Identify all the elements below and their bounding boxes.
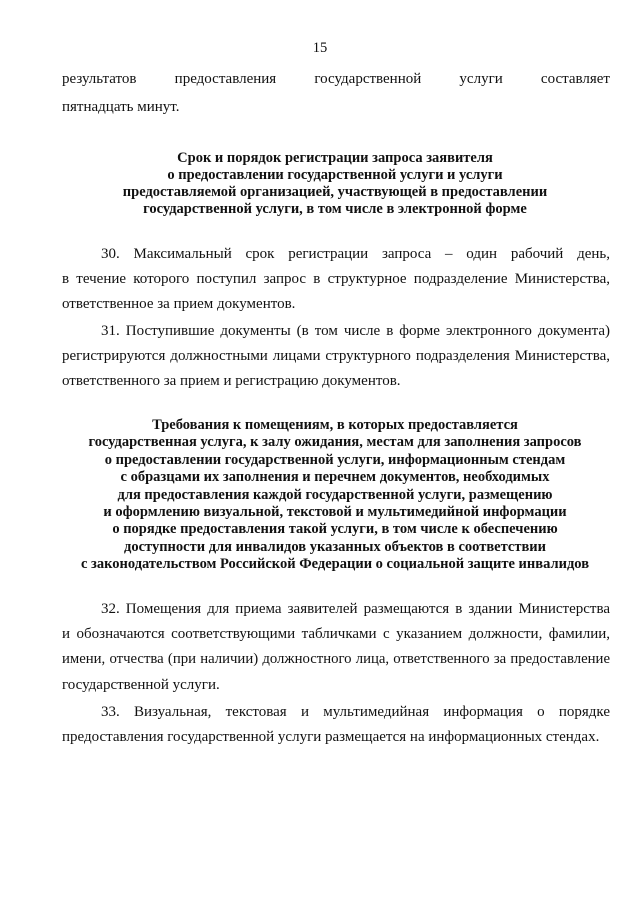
section2-heading-line-2: государственная услуга, к залу ожидания, местам для заполнения запросов — [88, 434, 582, 450]
section1-heading-line-3: предоставляемой организацией, участвующей в предоставлении — [122, 184, 548, 200]
p33-line-2: предоставления государственной услуги размещается на информационных стендах. — [62, 729, 600, 745]
section2-heading-line-4: с образцами их заполнения и перечнем документов, необходимых — [120, 469, 550, 485]
section2-heading-line-5: для предоставления каждой государственной услуги, размещению — [117, 487, 553, 503]
intro-line-2: пятнадцать минут. — [62, 99, 180, 115]
p33-line-1: 33. Визуальная, текстовая и мультимедийная информация о порядке — [101, 704, 610, 720]
p31-line-1: 31. Поступившие документы (в том числе в форме электронного документа) — [101, 323, 610, 339]
p30-line-3: ответственное за прием документов. — [62, 296, 296, 312]
p31-line-2: регистрируются должностными лицами структурного подразделения Министерства, — [62, 348, 610, 364]
page-number: 15 — [312, 40, 328, 56]
p30-line-1: 30. Максимальный срок регистрации запроса – один рабочий день, — [101, 246, 610, 262]
section2-heading-line-9: с законодательством Российской Федерации о социальной защите инвалидов — [80, 556, 590, 572]
section2-heading-line-8: доступности для инвалидов указанных объектов в соответствии — [124, 539, 546, 555]
p32-line-1: 32. Помещения для приема заявителей размещаются в здании Министерства — [101, 601, 610, 617]
section1-heading-line-4: государственной услуги, в том числе в электронной форме — [143, 201, 527, 217]
p32-line-3: имени, отчества (при наличии) должностного лица, ответственного за предоставление — [62, 651, 610, 667]
p30-line-2: в течение которого поступил запрос в структурное подразделение Министерства, — [62, 271, 610, 287]
intro-line-1: результатов предоставления государственной услуги составляет — [62, 71, 610, 87]
section2-heading-line-1: Требования к помещениям, в которых предоставляется — [152, 417, 518, 433]
p32-line-4: государственной услуги. — [62, 677, 220, 693]
section2-heading-line-7: о порядке предоставления такой услуги, в том числе к обеспечению — [112, 521, 558, 537]
section2-heading-line-3: о предоставлении государственной услуги, информационным стендам — [104, 452, 566, 468]
section2-heading-line-6: и оформлению визуальной, текстовой и мультимедийной информации — [103, 504, 567, 520]
section1-heading-line-1: Срок и порядок регистрации запроса заявителя — [177, 150, 493, 166]
section1-heading-line-2: о предоставлении государственной услуги и услуги — [167, 167, 503, 183]
p31-line-3: ответственного за прием и регистрацию документов. — [62, 373, 401, 389]
p32-line-2: и обозначаются соответствующими табличками с указанием должности, фамилии, — [62, 626, 610, 642]
